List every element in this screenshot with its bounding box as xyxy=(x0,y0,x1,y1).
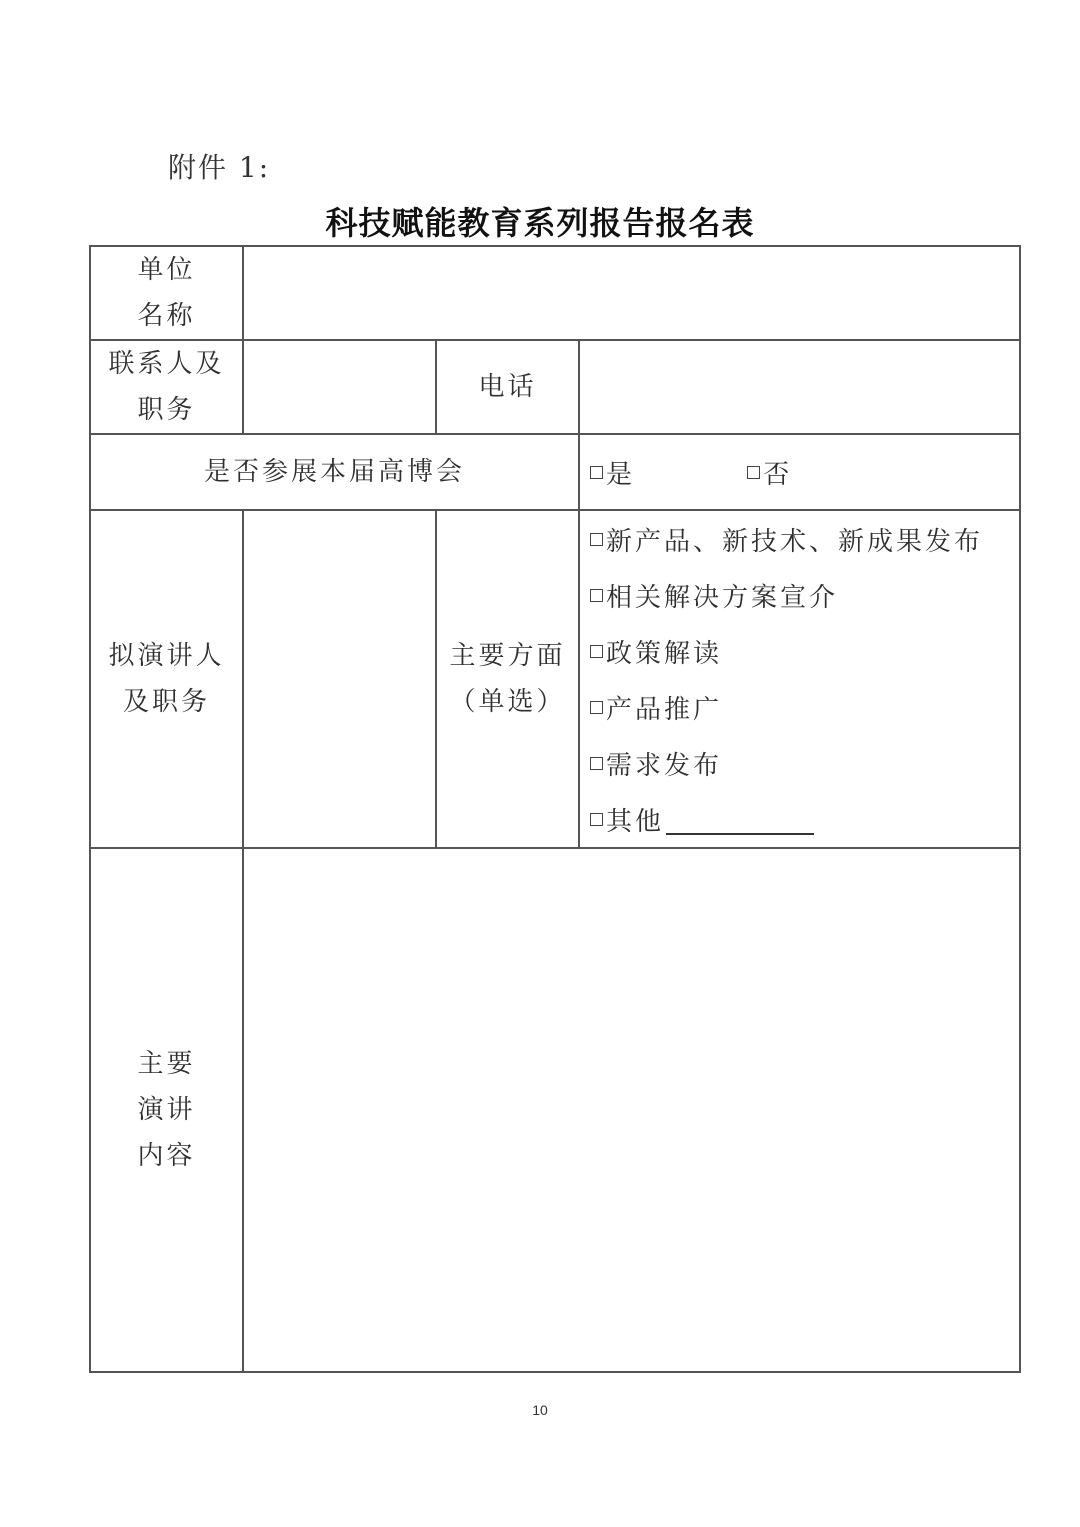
exhibit-no-option[interactable]: 否 xyxy=(747,454,792,491)
page-number: 10 xyxy=(532,1402,548,1418)
aspect-label: 主要方面 （单选） xyxy=(436,510,579,848)
checkbox-icon[interactable] xyxy=(590,757,603,770)
unit-name-label: 单位 名称 xyxy=(90,246,243,340)
content-label: 主要 演讲 内容 xyxy=(90,848,243,1372)
checkbox-icon[interactable] xyxy=(590,533,603,546)
checkbox-icon[interactable] xyxy=(747,466,760,479)
form-title: 科技赋能教育系列报告报名表 xyxy=(325,204,755,242)
aspect-option-release[interactable]: 新产品、新技术、新成果发布 xyxy=(590,511,1019,567)
checkbox-icon[interactable] xyxy=(590,813,603,826)
unit-name-row xyxy=(90,246,1020,340)
registration-form-table xyxy=(89,245,1021,1373)
exhibit-row xyxy=(90,434,1020,510)
exhibit-yes-option[interactable]: 是 xyxy=(590,454,635,491)
speaker-label: 拟演讲人 及职务 xyxy=(90,510,243,848)
aspect-option-solution[interactable]: 相关解决方案宣介 xyxy=(590,567,1019,623)
other-fill-line[interactable] xyxy=(666,803,814,835)
contact-label: 联系人及 职务 xyxy=(90,340,243,434)
checkbox-icon[interactable] xyxy=(590,645,603,658)
content-row xyxy=(90,848,1020,1372)
aspect-options xyxy=(579,510,1020,848)
aspect-option-promotion[interactable]: 产品推广 xyxy=(590,679,1019,735)
checkbox-icon[interactable] xyxy=(590,466,603,479)
contact-field[interactable] xyxy=(243,340,436,434)
speaker-field[interactable] xyxy=(243,510,436,848)
exhibit-question: 是否参展本届高博会 xyxy=(90,434,579,510)
phone-field[interactable] xyxy=(579,340,1020,434)
attachment-label: 附件 1: xyxy=(168,151,271,184)
phone-label: 电话 xyxy=(436,340,579,434)
content-field[interactable] xyxy=(243,848,1020,1372)
unit-name-field[interactable] xyxy=(243,246,1020,340)
aspect-option-other[interactable]: 其他 xyxy=(590,791,1019,847)
exhibit-options xyxy=(579,434,1020,510)
contact-row xyxy=(90,340,1020,434)
speaker-row xyxy=(90,510,1020,848)
aspect-option-demand[interactable]: 需求发布 xyxy=(590,735,1019,791)
aspect-option-policy[interactable]: 政策解读 xyxy=(590,623,1019,679)
checkbox-icon[interactable] xyxy=(590,701,603,714)
checkbox-icon[interactable] xyxy=(590,589,603,602)
